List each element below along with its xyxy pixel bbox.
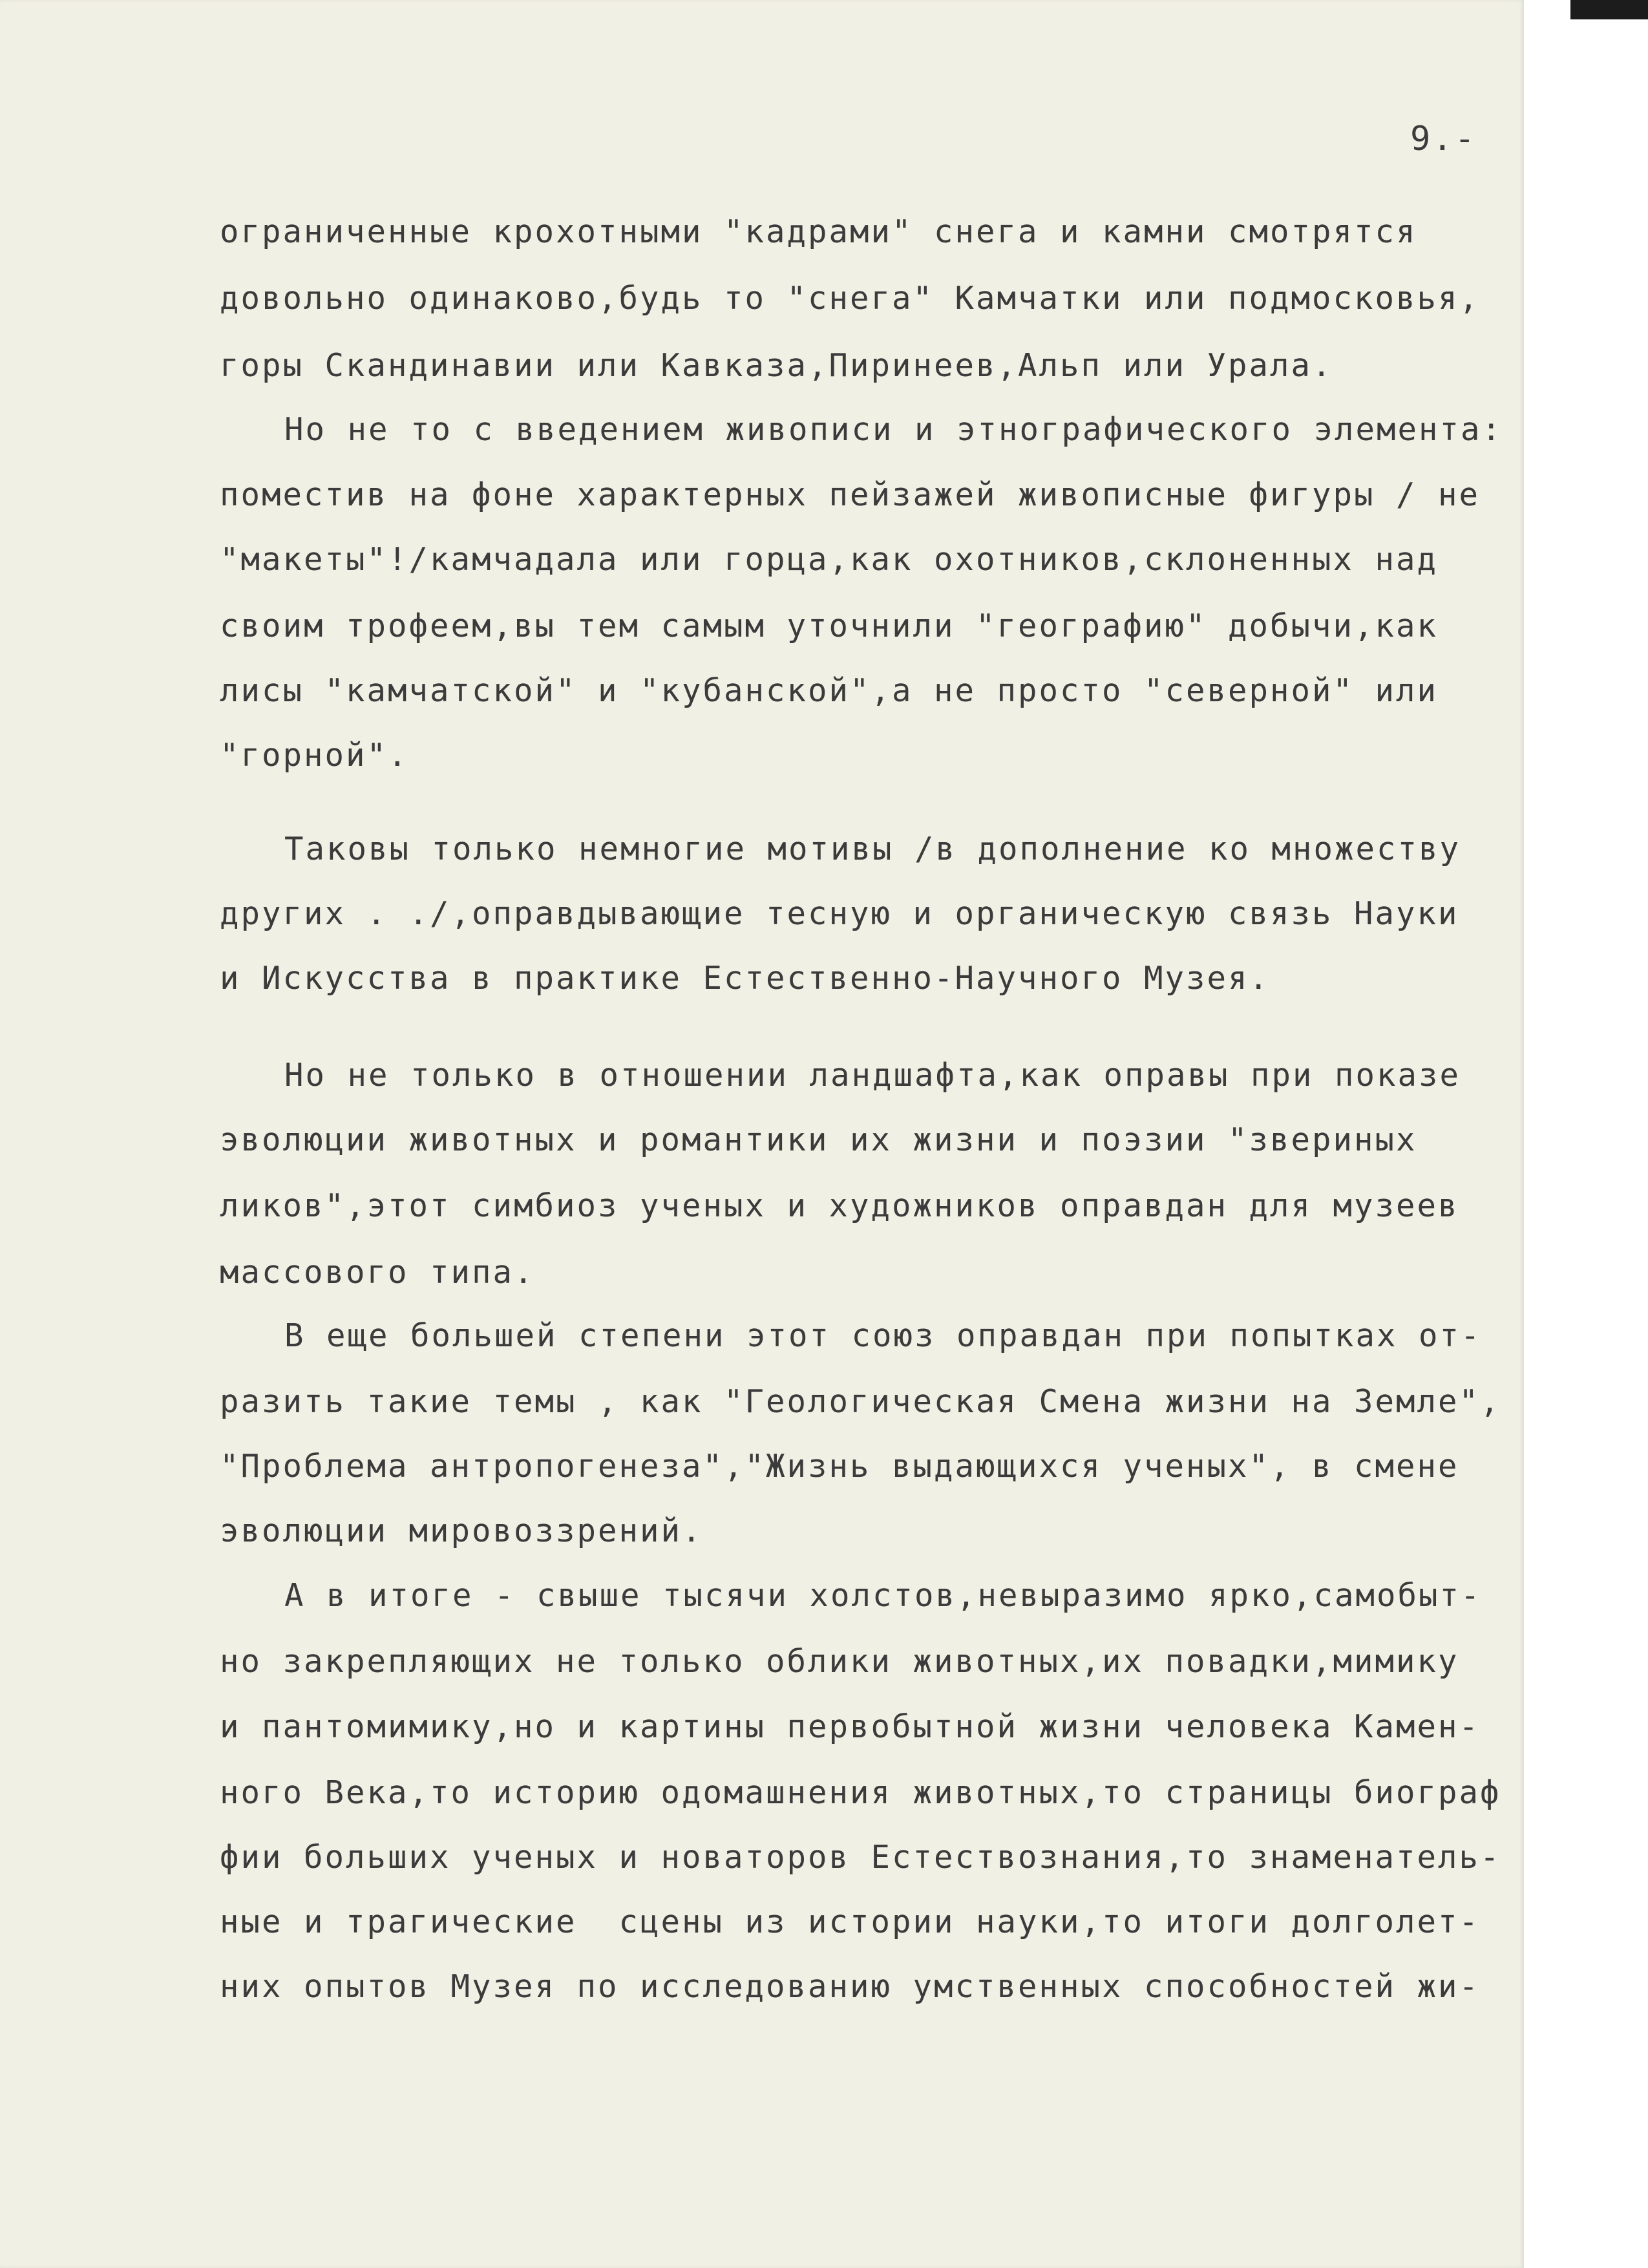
text-line: других . ./,оправдывающие тесную и органическую связь Науки [220, 895, 1459, 932]
text-line: лисы "камчатской" и "кубанской",а не просто "северной" или [220, 672, 1439, 709]
text-line: А в итоге - свыше тысячи холстов,невыразимо ярко,самобыт- [284, 1577, 1482, 1614]
text-line: ные и трагические сцены из истории науки,то итоги долголет- [220, 1903, 1481, 1940]
text-line: и Искусства в практике Естественно-Научного Музея. [220, 960, 1271, 997]
text-line: "макеты"!/камчадала или горца,как охотников,склоненных над [220, 541, 1439, 578]
text-line: "горной". [220, 737, 409, 774]
page-number: 9.- [1410, 120, 1477, 158]
text-line: своим трофеем,вы тем самым уточнили "географию" добычи,как [220, 608, 1439, 644]
text-line: эволюции животных и романтики их жизни и поэзии "звериных [220, 1121, 1417, 1158]
text-line: Но не только в отношении ландшафта,как оправы при показе [284, 1057, 1461, 1094]
text-line: фии больших ученых и новаторов Естествознания,то знаменатель- [220, 1839, 1501, 1876]
text-line: Таковы только немногие мотивы /в дополнение ко множеству [284, 831, 1461, 867]
text-line: Но не то с введением живописи и этнографического элемента: [284, 411, 1503, 448]
text-line: эволюции мировоззрений. [220, 1512, 703, 1549]
text-line: разить такие темы , как "Геологическая Смена жизни на Земле", [220, 1383, 1501, 1420]
text-line: но закрепляющих не только облики животных,их повадки,мимику [220, 1643, 1459, 1680]
scan-edge [1570, 0, 1648, 19]
text-line: массового типа. [220, 1254, 535, 1291]
text-line: ликов",этот симбиоз ученых и художников оправдан для музеев [220, 1187, 1459, 1224]
text-line: них опытов Музея по исследованию умственных способностей жи- [220, 1968, 1481, 2005]
text-line: В еще большей степени этот союз оправдан при попытках от- [284, 1317, 1482, 1354]
text-line: довольно одинаково,будь то "снега" Камчатки или подмосковья, [220, 280, 1481, 317]
text-line: ного Века,то историю одомашнения животных,то страницы биограф [220, 1774, 1501, 1811]
text-line: ограниченные крохотными "кадрами" снега и камни смотрятся [220, 213, 1417, 250]
text-line: "Проблема антропогенеза","Жизнь выдающихся ученых", в смене [220, 1448, 1459, 1485]
text-line: горы Скандинавии или Кавказа,Пиринеев,Альп или Урала. [220, 347, 1333, 384]
text-line: и пантомимику,но и картины первобытной жизни человека Камен- [220, 1708, 1481, 1745]
text-line: поместив на фоне характерных пейзажей живописные фигуры / не [220, 476, 1481, 513]
